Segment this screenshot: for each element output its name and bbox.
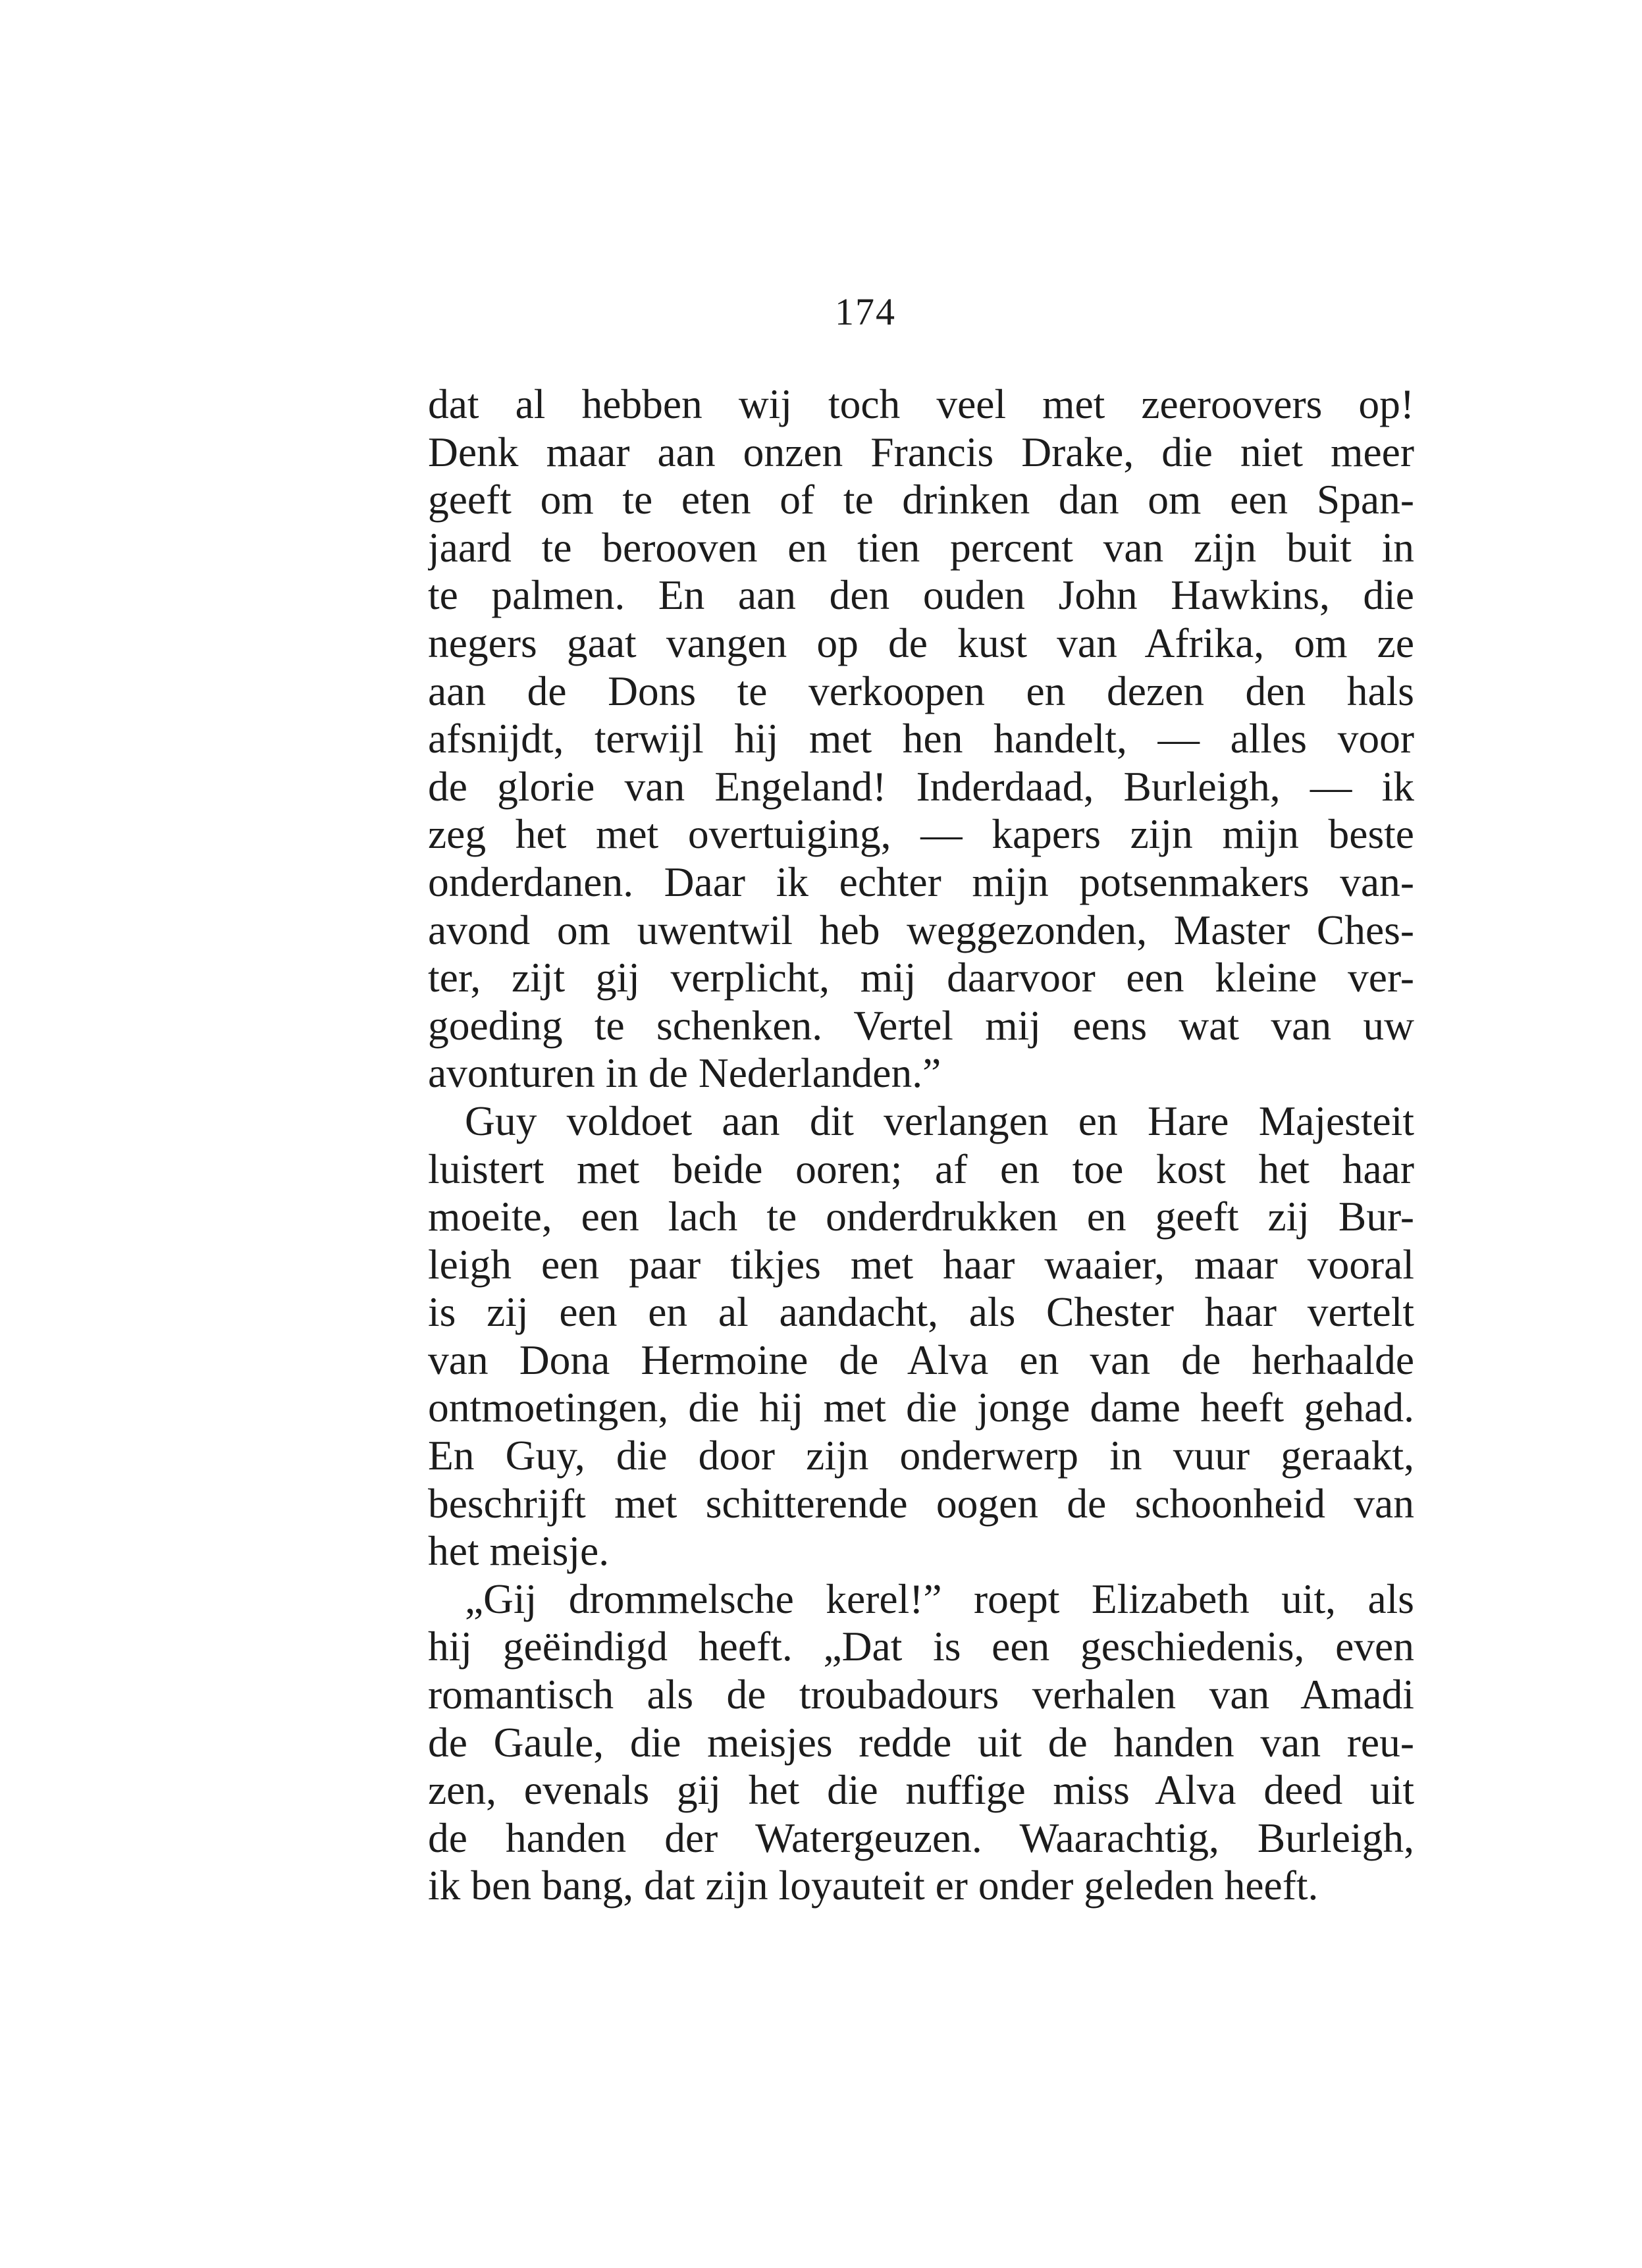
text-line: is zij een en al aandacht, als Chester haar vertelt (428, 1288, 1414, 1336)
text-line: Denk maar aan onzen Francis Drake, die niet meer (428, 428, 1414, 475)
text-line: hij geëindigd heeft. „Dat is een geschiedenis, even (428, 1623, 1414, 1670)
text-line: zeg het met overtuiging, — kapers zijn mijn beste (428, 810, 1414, 858)
text-line: Guy voldoet aan dit verlangen en Hare Majesteit (465, 1097, 1414, 1144)
text-line: beschrijft met schitterende oogen de schoonheid van (428, 1479, 1414, 1527)
text-line: luistert met beide ooren; af en toe kost het haar (428, 1145, 1414, 1192)
page-number: 174 (835, 290, 896, 333)
text-line: romantisch als de troubadours verhalen van Amadi (428, 1671, 1414, 1718)
text-line: moeite, een lach te onderdrukken en geeft zij Bur- (428, 1193, 1414, 1240)
text-line: de glorie van Engeland! Inderdaad, Burleigh, — ik (428, 762, 1414, 810)
text-line: „Gij drommelsche kerel!” roept Elizabeth uit, als (465, 1575, 1414, 1622)
text-line: dat al hebben wij toch veel met zeeroovers op! (428, 381, 1414, 427)
text-line: En Guy, die door zijn onderwerp in vuur geraakt, (428, 1432, 1414, 1479)
text-line: onderdanen. Daar ik echter mijn potsenmakers van- (428, 858, 1414, 905)
text-line: aan de Dons te verkoopen en dezen den hals (428, 667, 1414, 714)
text-line: het meisje. (428, 1527, 610, 1575)
text-line: de Gaule, die meisjes redde uit de handen van reu- (428, 1718, 1414, 1766)
text-line: de handen der Watergeuzen. Waarachtig, Burleigh, (428, 1814, 1414, 1861)
text-line: ontmoetingen, die hij met die jonge dame heeft gehad. (428, 1384, 1414, 1431)
text-line: te palmen. En aan den ouden John Hawkins, die (428, 571, 1414, 619)
text-line: avond om uwentwil heb weggezonden, Master Ches- (428, 906, 1414, 953)
text-line: zen, evenals gij het die nuffige miss Alva deed uit (428, 1766, 1414, 1814)
text-line: geeft om te eten of te drinken dan om een Span- (428, 476, 1414, 523)
text-line: leigh een paar tikjes met haar waaier, maar vooral (428, 1240, 1414, 1288)
text-line: negers gaat vangen op de kust van Afrika, om ze (428, 619, 1414, 666)
text-line: afsnijdt, terwijl hij met hen handelt, — alles voor (428, 715, 1414, 762)
text-line: goeding te schenken. Vertel mij eens wat van uw (428, 1001, 1414, 1049)
body-text (428, 381, 1414, 1910)
text-line: ik ben bang, dat zijn loyauteit er onder geleden heeft. (428, 1862, 1319, 1909)
text-line: avonturen in de Nederlanden.” (428, 1049, 941, 1097)
text-line: jaard te berooven en tien percent van zijn buit in (428, 523, 1414, 571)
text-line: ter, zijt gij verplicht, mij daarvoor een kleine ver- (428, 954, 1414, 1001)
text-line: van Dona Hermoine de Alva en van de herhaalde (428, 1336, 1414, 1383)
